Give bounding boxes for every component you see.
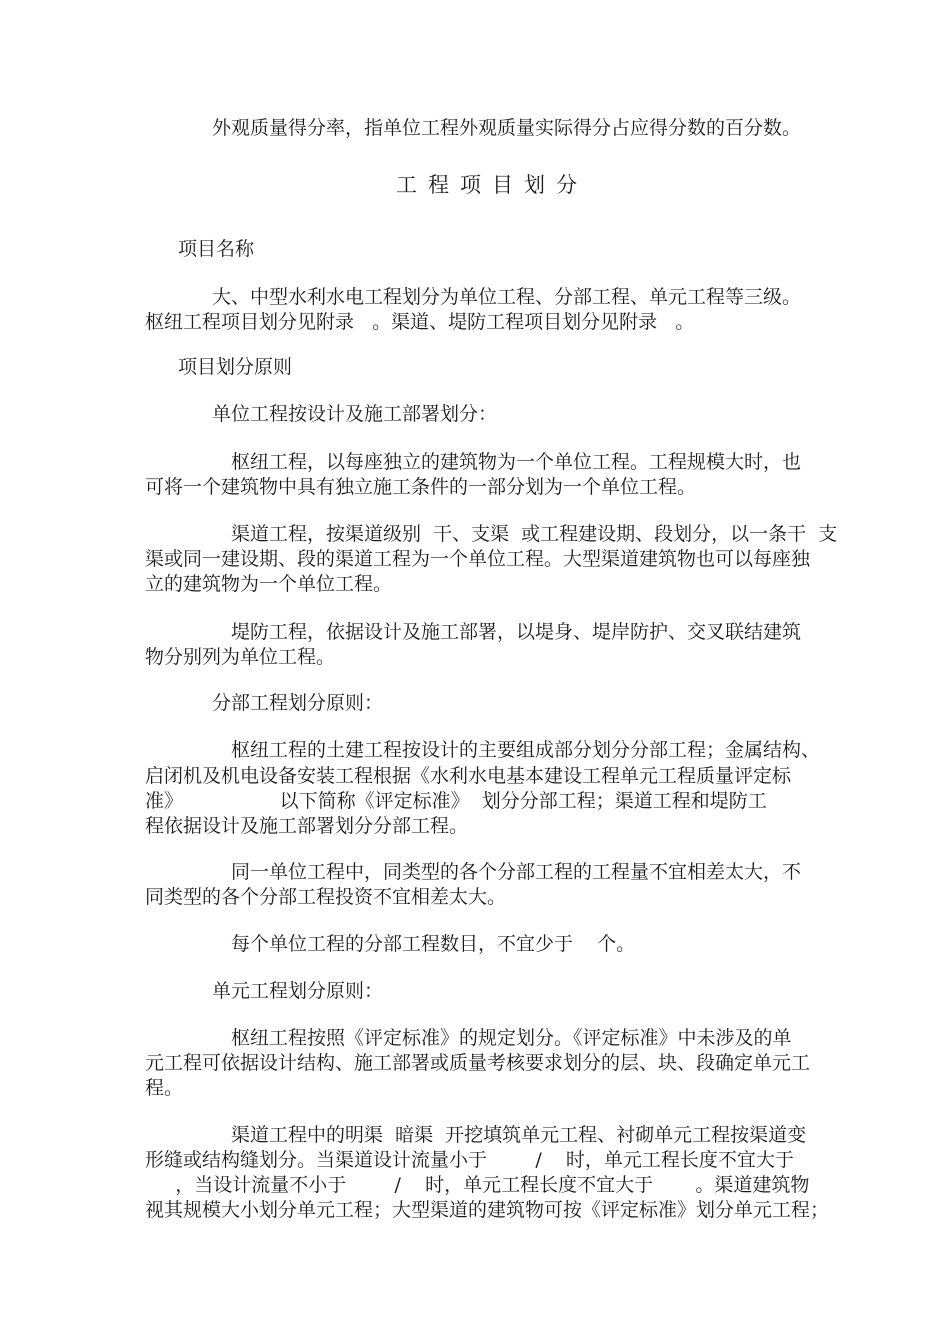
subsection-heading-element: 单元工程划分原则： (212, 980, 384, 1002)
intro-line: 外观质量得分率，指单位工程外观质量实际得分占应得分数的百分数。 (212, 117, 802, 139)
section-heading-project-name: 项目名称 (178, 238, 255, 260)
paragraph-line: 枢纽工程项目划分见附录 。渠道、堤防工程项目划分见附录 。 (145, 311, 695, 333)
paragraph-line: ，当设计流量不小于 / 时，单元工程长度不宜大于 。渠道建筑物 (145, 1174, 810, 1196)
paragraph-line: 枢纽工程，以每座独立的建筑物为一个单位工程。工程规模大时，也 (231, 451, 802, 473)
paragraph-line: 渠道工程中的明渠 暗渠 开挖填筑单元工程、衬砌单元工程按渠道变 (231, 1124, 807, 1146)
paragraph-line: 每个单位工程的分部工程数目，不宜少于 个。 (231, 933, 636, 955)
paragraph-line: 形缝或结构缝划分。当渠道设计流量小于 / 时，单元工程长度不宜大于 (145, 1149, 794, 1171)
paragraph-line: 枢纽工程的土建工程按设计的主要组成部分划分分部工程；金属结构、 (231, 739, 821, 761)
paragraph-line: 渠或同一建设期、段的渠道工程为一个单位工程。大型渠道建筑物也可以每座独 (145, 548, 811, 570)
paragraph-line: 可将一个建筑物中具有独立施工条件的一部分划为一个单位工程。 (145, 476, 697, 498)
paragraph-line: 大、中型水利水电工程划分为单位工程、分部工程、单元工程等三级。 (212, 286, 802, 308)
paragraph-line: 准》 以下简称《评定标准》 划分分部工程；渠道工程和堤防工 (145, 790, 767, 812)
paragraph-line: 程依据设计及施工部署划分分部工程。 (145, 815, 469, 837)
paragraph-line: 堤防工程，依据设计及施工部署，以堤身、堤岸防护、交叉联结建筑 (231, 621, 802, 643)
paragraph-line: 同一单位工程中，同类型的各个分部工程的工程量不宜相差太大，不 (231, 861, 802, 883)
paragraph-line: 程。 (145, 1077, 184, 1099)
page-title: 工程项目划分 (396, 173, 588, 197)
paragraph-line: 枢纽工程按照《评定标准》的规定划分。《评定标准》中未涉及的单 (231, 1027, 792, 1049)
subsection-heading-subproject: 分部工程划分原则： (212, 692, 384, 714)
subsection-heading-unit: 单位工程按设计及施工部署划分： (212, 403, 498, 425)
paragraph-line: 物分别列为单位工程。 (145, 646, 336, 668)
section-heading-division-principles: 项目划分原则 (178, 356, 293, 378)
paragraph-line: 渠道工程，按渠道级别 干、支渠 或工程建设期、段划分，以一条干 支 (231, 523, 838, 545)
paragraph-line: 同类型的各个分部工程投资不宜相差太大。 (145, 886, 507, 908)
paragraph-line: 视其规模大小划分单元工程；大型渠道的建筑物可按《评定标准》划分单元工程； (145, 1199, 830, 1221)
paragraph-line: 立的建筑物为一个单位工程。 (145, 573, 393, 595)
paragraph-line: 启闭机及机电设备安装工程根据《水利水电基本建设工程单元工程质量评定标 (145, 765, 792, 787)
paragraph-line: 元工程可依据设计结构、施工部署或质量考核要求划分的层、块、段确定单元工 (145, 1052, 811, 1074)
